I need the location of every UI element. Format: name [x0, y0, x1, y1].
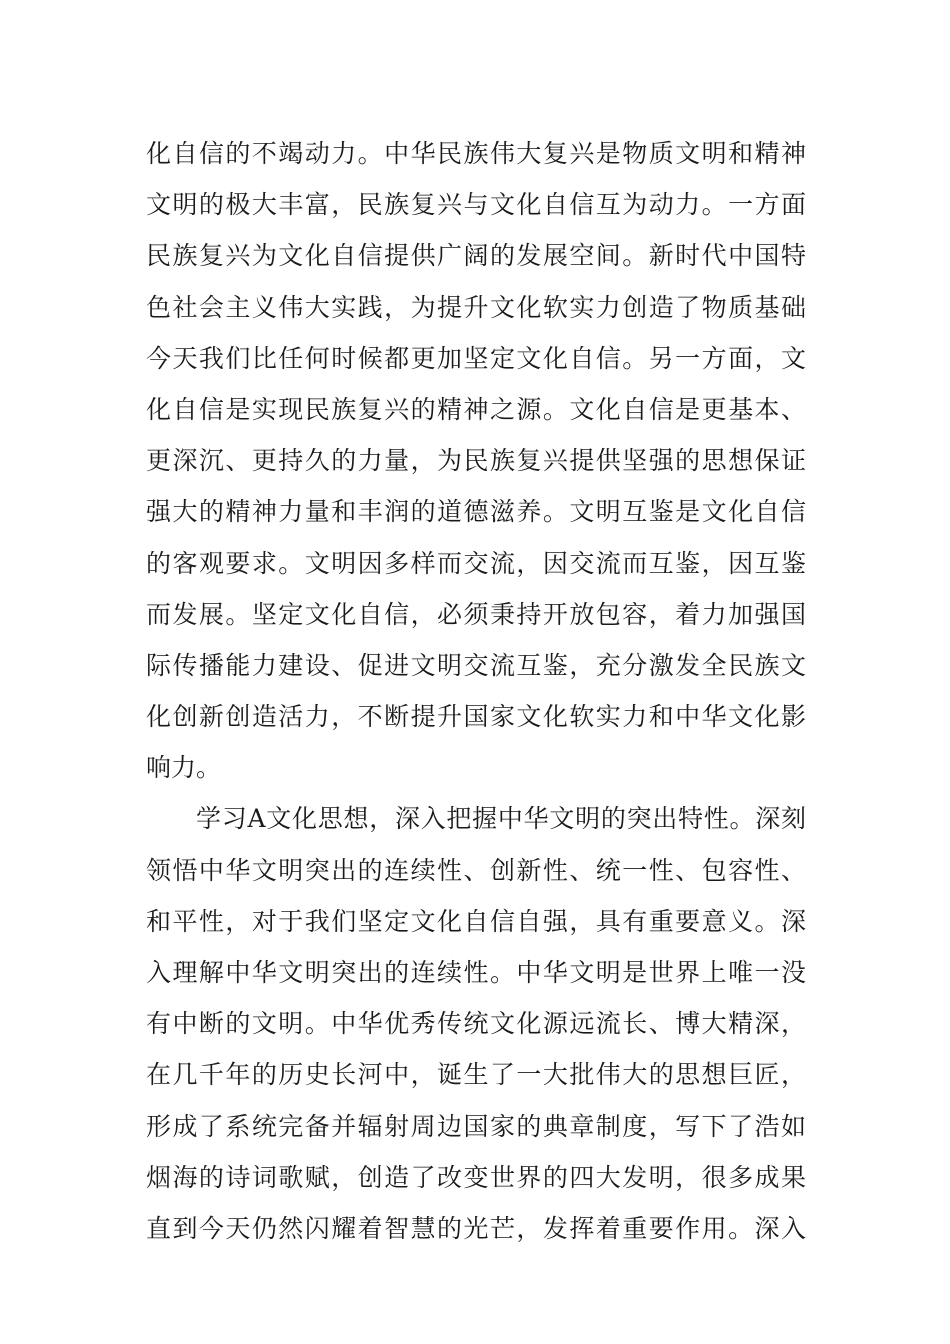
text-line: 化自信是实现民族复兴的精神之源。文化自信是更基本、 — [146, 394, 806, 424]
text-line: 文明的极大丰富，民族复兴与文化自信互为动力。一方面 — [146, 190, 806, 220]
text-line: 民族复兴为文化自信提供广阔的发展空间。新时代中国特 — [146, 241, 806, 271]
paragraph-first-line: 学习A文化思想，深入把握中华文明的突出特性。深刻 — [196, 804, 806, 834]
text-line: 和平性，对于我们坚定文化自信自强，具有重要意义。深 — [146, 906, 806, 936]
paragraph-end-line: 响力。 — [146, 753, 222, 783]
document-body — [146, 128, 806, 1254]
text-line: 的客观要求。文明因多样而交流，因交流而互鉴，因互鉴 — [146, 548, 806, 578]
text-line: 今天我们比任何时候都更加坚定文化自信。另一方面，文 — [146, 343, 806, 373]
text-line: 色社会主义伟大实践，为提升文化软实力创造了物质基础 — [146, 292, 806, 322]
text-line: 领悟中华文明突出的连续性、创新性、统一性、包容性、 — [146, 855, 806, 885]
text-line: 更深沉、更持久的力量，为民族复兴提供坚强的思想保证 — [146, 446, 806, 476]
text-line: 际传播能力建设、促进文明交流互鉴，充分激发全民族文 — [146, 650, 806, 680]
text-line: 形成了系统完备并辐射周边国家的典章制度，写下了浩如 — [146, 1111, 806, 1141]
text-line: 化创新创造活力，不断提升国家文化软实力和中华文化影 — [146, 702, 806, 732]
text-line: 化自信的不竭动力。中华民族伟大复兴是物质文明和精神 — [146, 139, 806, 168]
text-line: 有中断的文明。中华优秀传统文化源远流长、博大精深， — [146, 1009, 806, 1039]
text-line: 强大的精神力量和丰润的道德滋养。文明互鉴是文化自信 — [146, 497, 806, 527]
text-line: 直到今天仍然闪耀着智慧的光芒，发挥着重要作用。深入 — [146, 1213, 806, 1243]
text-line: 而发展。坚定文化自信，必须秉持开放包容，着力加强国 — [146, 599, 806, 629]
text-line: 在几千年的历史长河中，诞生了一大批伟大的思想巨匠， — [146, 1060, 806, 1090]
text-line: 烟海的诗词歌赋，创造了改变世界的四大发明，很多成果 — [146, 1162, 806, 1192]
text-line: 入理解中华文明突出的连续性。中华文明是世界上唯一没 — [146, 958, 806, 987]
